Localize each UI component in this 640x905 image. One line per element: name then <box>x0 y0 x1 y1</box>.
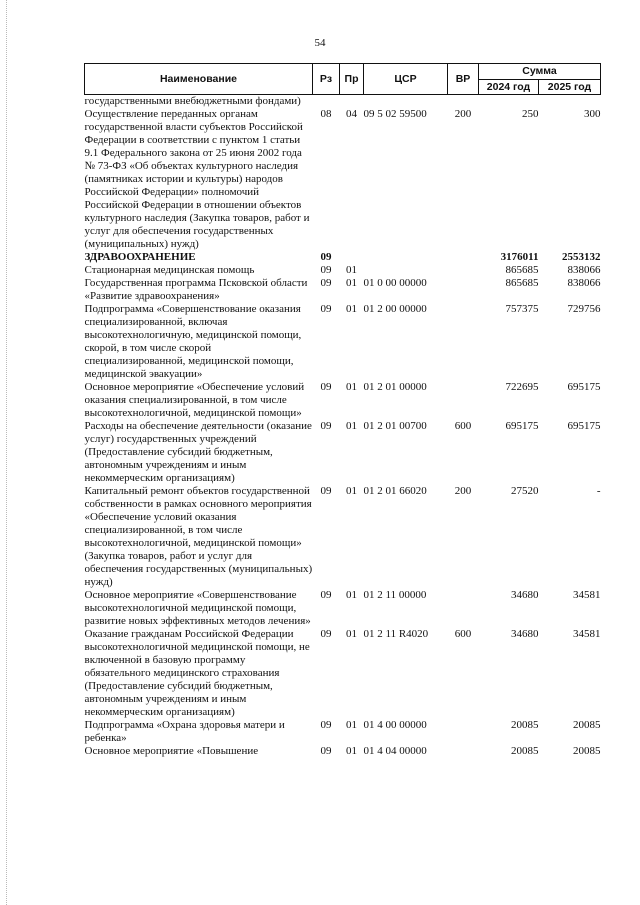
row-name: ЗДРАВООХРАНЕНИЕ <box>84 251 196 263</box>
row-amount-2024: 20085 <box>511 745 539 757</box>
row-vr <box>448 719 479 745</box>
row-csr: 01 2 01 66020 <box>363 485 427 497</box>
row-name: Оказание гражданам Российской Федерации высокотехнологичной медицинской помощи, не включенной в базовую программу обязательного медицинского страхования (Предоставление субсидий бюджетным, автономным учреждениям и иным некоммерческим организациям) <box>84 628 310 718</box>
row-amount-2024: 695175 <box>505 420 539 432</box>
row-amount-2024: 3176011 <box>500 251 539 263</box>
row-pr: 01 <box>346 628 357 640</box>
row-rz: 09 <box>320 381 332 393</box>
budget-table <box>84 63 601 758</box>
row-pr: 01 <box>346 381 357 393</box>
table-row <box>85 719 601 745</box>
table-row <box>85 251 601 264</box>
row-name: Основное мероприятие «Совершенствование высокотехнологичной медицинской помощи, развитие новых эффективных методов лечения» <box>84 589 311 627</box>
row-vr: 200 <box>454 485 472 497</box>
row-pr: 01 <box>346 745 357 757</box>
header-year-2024: 2024 год <box>479 80 539 95</box>
table-row <box>85 381 601 420</box>
row-vr: 600 <box>454 420 472 432</box>
row-amount-2024: 34680 <box>511 589 539 601</box>
row-rz: 09 <box>320 745 332 757</box>
row-name: Капитальный ремонт объектов государственной собственности в рамках основного мероприятия «Обеспечение условий оказания специализированной, в том числе высокотехнологичной, медицинской помощи» (Закупка товаров, работ и услуг для обеспечения государственных (муниципальных) нужд) <box>84 485 313 588</box>
row-amount-2024: 250 <box>522 108 539 120</box>
row-csr: 09 5 02 59500 <box>363 108 427 120</box>
header-year-2025: 2025 год <box>539 80 601 95</box>
row-csr: 01 2 11 R4020 <box>363 628 429 640</box>
row-pr <box>340 251 364 264</box>
row-amount-2025: 838066 <box>567 264 601 276</box>
row-amount-2025: 695175 <box>567 420 601 432</box>
header-sum: Сумма <box>479 64 601 80</box>
row-rz: 09 <box>320 719 332 731</box>
row-amount-2025: 34581 <box>573 589 601 601</box>
row-pr: 01 <box>346 719 357 731</box>
header-pr: Пр <box>340 64 364 95</box>
row-vr <box>448 251 479 264</box>
row-csr: 01 4 00 00000 <box>363 719 427 731</box>
header-name: Наименование <box>85 64 313 95</box>
row-rz: 09 <box>320 485 332 497</box>
row-name: Основное мероприятие «Обеспечение условий оказания специализированной, в том числе высокотехнологичной, медицинской помощи» <box>84 381 305 419</box>
row-csr: 01 2 00 00000 <box>363 303 427 315</box>
row-vr <box>448 95 479 109</box>
row-pr: 01 <box>346 277 357 289</box>
table-row <box>85 485 601 589</box>
row-name: Основное мероприятие «Повышение <box>84 745 259 757</box>
row-csr: 01 0 00 00000 <box>363 277 427 289</box>
row-rz <box>313 95 340 109</box>
row-rz: 09 <box>320 589 332 601</box>
row-pr: 01 <box>346 420 357 432</box>
table-row <box>85 589 601 628</box>
table-row <box>85 95 601 109</box>
row-rz: 09 <box>320 628 332 640</box>
table-row <box>85 745 601 758</box>
table-body <box>85 95 601 759</box>
table-row <box>85 108 601 251</box>
row-pr: 04 <box>346 108 357 120</box>
row-name: государственными внебюджетными фондами) <box>84 95 301 107</box>
row-amount-2025 <box>539 95 601 109</box>
table-row <box>85 303 601 381</box>
row-name: Государственная программа Псковской области «Развитие здравоохранения» <box>84 277 308 302</box>
row-pr: 01 <box>346 264 357 276</box>
row-name: Подпрограмма «Охрана здоровья матери и ребенка» <box>84 719 285 744</box>
row-amount-2025: 838066 <box>567 277 601 289</box>
row-csr: 01 2 11 00000 <box>363 589 427 601</box>
table-row <box>85 628 601 719</box>
row-name: Подпрограмма «Совершенствование оказания специализированной, включая высокотехнологичную, медицинской помощи, скорой, в том числе скорой специализированной, медицинской помощи, медицинской эвакуации» <box>84 303 302 380</box>
row-vr <box>448 381 479 420</box>
row-amount-2025: 34581 <box>573 628 601 640</box>
row-vr <box>448 303 479 381</box>
row-vr <box>448 745 479 758</box>
row-name: Расходы на обеспечение деятельности (оказание услуг) государственных учреждений (Предоставление субсидий бюджетным, автономным учреждениям и иным некоммерческим организациям) <box>84 420 312 484</box>
scan-margin-line <box>6 0 7 905</box>
row-pr: 01 <box>346 589 357 601</box>
row-csr: 01 2 01 00700 <box>363 420 427 432</box>
row-rz: 09 <box>320 277 332 289</box>
row-csr <box>364 264 448 277</box>
row-vr: 600 <box>454 628 472 640</box>
row-amount-2024: 722695 <box>505 381 539 393</box>
row-csr: 01 4 04 00000 <box>363 745 427 757</box>
row-pr <box>340 95 364 109</box>
header-rz: Рз <box>313 64 340 95</box>
row-amount-2025: 20085 <box>573 745 601 757</box>
header-csr: ЦСР <box>364 64 448 95</box>
table-row <box>85 264 601 277</box>
row-amount-2024: 865685 <box>505 277 539 289</box>
row-amount-2025: 20085 <box>573 719 601 731</box>
row-amount-2024: 865685 <box>505 264 539 276</box>
row-rz: 09 <box>320 303 332 315</box>
row-rz: 09 <box>320 264 332 276</box>
row-pr: 01 <box>346 303 357 315</box>
page-number: 54 <box>314 37 326 49</box>
row-csr <box>364 251 448 264</box>
row-vr <box>448 589 479 628</box>
row-name: Осуществление переданных органам государственной власти субъектов Российской Федерации в соответствии с пунктом 1 статьи 9.1 Федерального закона от 25 июня 2002 года № 73-ФЗ «Об объектах культурного наследия (памятниках истории и культуры) народов Российской Федерации» полномочий Российской Федерации в отношении объектов культурного наследия (Закупка товаров, работ и услуг для обеспечения государственных (муниципальных) нужд) <box>84 108 310 250</box>
table-row <box>85 277 601 303</box>
row-name: Стационарная медицинская помощь <box>84 264 255 276</box>
row-amount-2024 <box>479 95 539 109</box>
row-pr: 01 <box>346 485 357 497</box>
header-vr: ВР <box>448 64 479 95</box>
row-vr: 200 <box>454 108 472 120</box>
table-row <box>85 420 601 485</box>
row-rz: 08 <box>320 108 332 120</box>
row-amount-2024: 34680 <box>511 628 539 640</box>
row-csr: 01 2 01 00000 <box>363 381 427 393</box>
row-amount-2025: - <box>596 485 601 497</box>
row-amount-2024: 27520 <box>511 485 539 497</box>
row-amount-2025: 300 <box>584 108 601 120</box>
row-amount-2025: 2553132 <box>562 251 601 263</box>
row-amount-2024: 757375 <box>505 303 539 315</box>
row-amount-2025: 729756 <box>567 303 601 315</box>
row-amount-2024: 20085 <box>511 719 539 731</box>
row-rz: 09 <box>320 420 332 432</box>
row-rz: 09 <box>320 251 332 263</box>
row-amount-2025: 695175 <box>567 381 601 393</box>
row-csr <box>364 95 448 109</box>
row-vr <box>448 277 479 303</box>
row-vr <box>448 264 479 277</box>
